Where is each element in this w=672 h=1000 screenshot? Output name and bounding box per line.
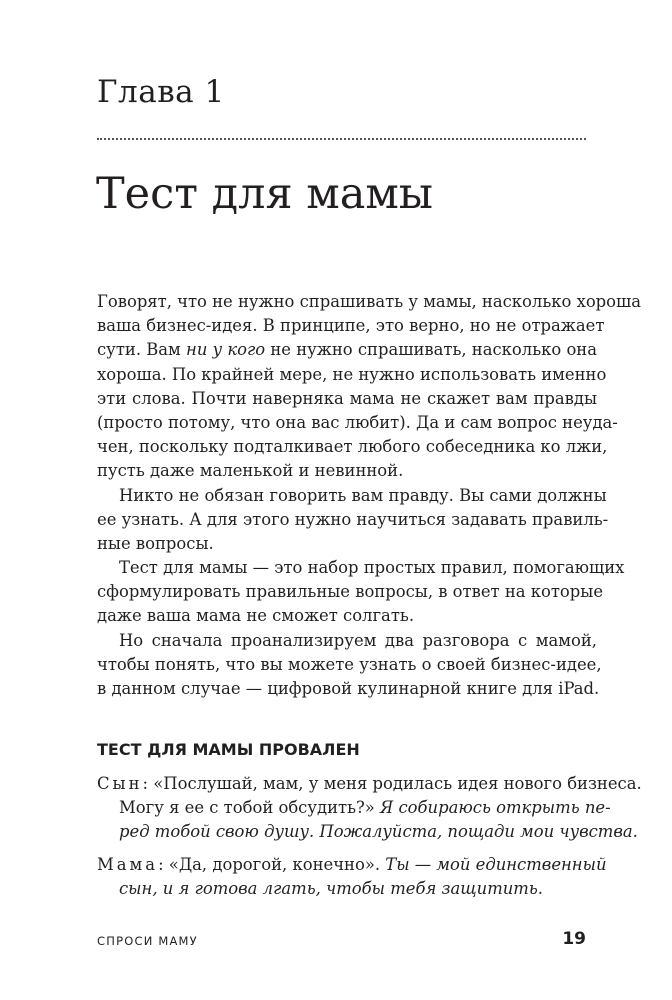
page-number: 19 <box>562 929 586 949</box>
text-line <box>97 338 597 362</box>
text-line: даже ваша мама не сможет солгать. <box>97 606 415 626</box>
emphasis-text: ни у кого <box>186 340 266 360</box>
text-run: сути. Вам <box>97 340 187 360</box>
dialog-mom <box>97 853 607 901</box>
text-line: (просто потому, что она вас любит). Да и сам вопрос неуда- <box>97 412 618 432</box>
text-line: эти слова. Почти наверняка мама не скажет вам правды <box>97 388 597 408</box>
text-run: не нужно спрашивать, насколько она <box>265 340 598 360</box>
paragraph-2 <box>97 484 609 557</box>
emphasis-text: ред тобой свою душу. Пожалуйста, пощади мои чувства. <box>119 822 638 842</box>
text-line: Тест для мамы — это набор простых правил, помогающих <box>119 558 625 578</box>
text-line: чтобы понять, что вы можете узнать о своей бизнес-идее, <box>97 654 602 674</box>
emphasis-text: Я собираюсь открыть пе- <box>380 798 611 818</box>
text-line: ее узнать. А для этого нужно научиться задавать правиль- <box>97 509 609 529</box>
text-line <box>97 796 611 820</box>
paragraph-4 <box>97 629 602 702</box>
paragraph-1 <box>97 290 642 484</box>
speaker-mom: Мама <box>97 854 159 874</box>
speaker-son: Сын <box>97 774 143 793</box>
text-line: Но сначала проанализируем два разговора с мамой, <box>119 630 597 650</box>
emphasis-text: сын, и я готова лгать, чтобы тебя защитить. <box>119 878 543 898</box>
text-line: Никто не обязан говорить вам правду. Вы сами должны <box>119 485 607 505</box>
text-line <box>97 877 589 901</box>
text-line: хороша. По крайней мере, не нужно использовать именно <box>97 364 607 384</box>
text-line: ваша бизнес-идея. В принципе, это верно, но не отражает <box>97 316 605 336</box>
text-line <box>97 772 642 796</box>
text-line: Говорят, что не нужно спрашивать у мамы, насколько хороша <box>97 292 642 311</box>
running-title: СПРОСИ МАМУ <box>97 934 198 948</box>
paragraph-3 <box>97 556 625 629</box>
text-line: чен, поскольку подталкивает любого собеседника ко лжи, <box>97 437 608 457</box>
text-line: пусть даже маленькой и невинной. <box>97 461 404 481</box>
emphasis-text: Ты — мой единственный <box>385 854 607 874</box>
text-line <box>97 853 607 877</box>
dialog <box>97 772 642 901</box>
text-line: ные вопросы. <box>97 533 214 553</box>
section-heading: ТЕСТ ДЛЯ МАМЫ ПРОВАЛЕН <box>97 740 360 759</box>
body-text <box>97 290 642 701</box>
chapter-label: Глава 1 <box>97 74 225 110</box>
text-line: в данном случае — цифровой кулинарной книге для iPad. <box>97 679 600 698</box>
text-line <box>97 820 638 844</box>
chapter-title: Тест для мамы <box>96 169 434 219</box>
dialog-son <box>97 772 642 845</box>
text-run: : «Да, дорогой, конечно». <box>158 854 386 874</box>
text-line: сформулировать правильные вопросы, в ответ на которые <box>97 582 604 602</box>
text-run: Могу я ее с тобой обсудить?» <box>119 798 381 818</box>
text-run: : «Послушай, мам, у меня родилась идея нового бизнеса. <box>142 774 642 793</box>
dotted-divider <box>97 138 586 140</box>
